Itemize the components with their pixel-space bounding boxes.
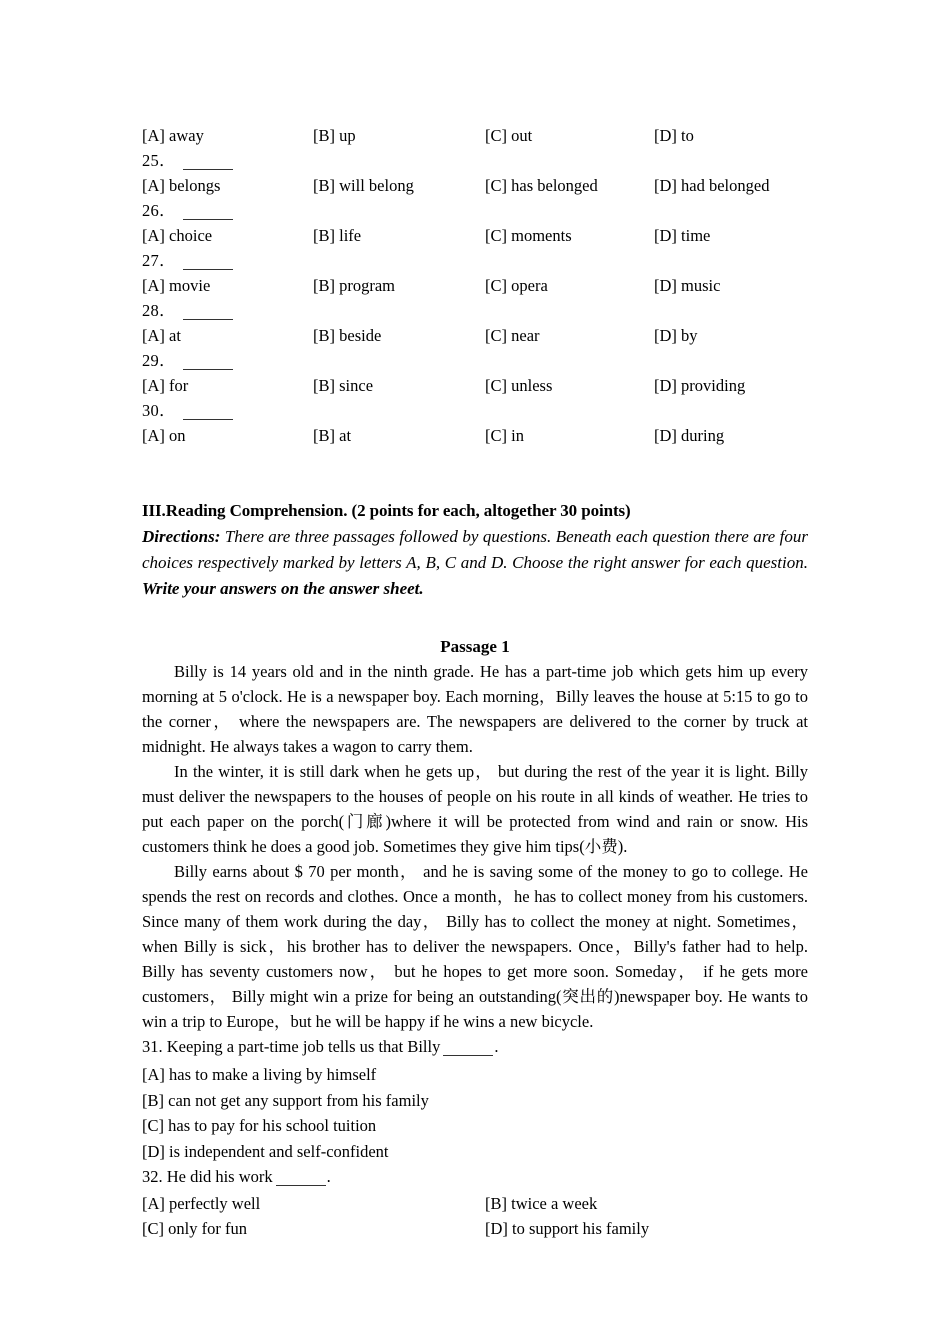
cloze-choice-c[interactable]: [C] opera xyxy=(485,276,548,295)
cloze-choice-d[interactable]: [D] by xyxy=(654,326,698,345)
cloze-options-grid xyxy=(142,0,808,448)
cloze-choice-b[interactable]: [B] at xyxy=(313,426,352,445)
cloze-choice-b[interactable]: [B] life xyxy=(313,226,362,245)
cloze-choice-b[interactable]: [B] up xyxy=(313,126,356,145)
choice-option[interactable]: [A] has to make a living by himself xyxy=(142,1065,377,1084)
cloze-choice-a[interactable]: [A] for xyxy=(142,376,189,395)
answer-blank[interactable] xyxy=(183,255,233,270)
cloze-choice-a[interactable]: [A] movie xyxy=(142,276,211,295)
cloze-question-number: 28． xyxy=(142,301,176,320)
cloze-option-row xyxy=(142,223,808,248)
answer-blank[interactable] xyxy=(443,1041,493,1056)
cloze-choice-c[interactable]: [C] has belonged xyxy=(485,176,598,195)
passage-paragraph: Billy is 14 years old and in the ninth grade. He has a part-time job which gets him up every morning at 5 o'clock. He is a newspaper boy. Each morning，Billy leaves the house at 5:15 to go to the corner， where the newspapers are. The newspapers are delivered to the corner by truck at midnight. He always takes a wagon to carry them. xyxy=(142,662,808,756)
cloze-choice-d[interactable]: [D] music xyxy=(654,276,721,295)
cloze-question-number-row xyxy=(142,348,808,373)
cloze-choice-a[interactable]: [A] belongs xyxy=(142,176,221,195)
cloze-question-number-row xyxy=(142,148,808,173)
cloze-question-number: 26． xyxy=(142,201,176,220)
question-period: . xyxy=(326,1167,331,1186)
answer-blank[interactable] xyxy=(183,155,233,170)
question-period: . xyxy=(494,1037,499,1056)
cloze-question-number: 27． xyxy=(142,251,176,270)
cloze-choice-c[interactable]: [C] out xyxy=(485,126,533,145)
question-text: Keeping a part-time job tells us that Billy xyxy=(166,1037,441,1056)
section-heading: III.Reading Comprehension. (2 points for each, altogether 30 points) xyxy=(142,501,631,520)
directions-label: Directions: xyxy=(142,527,221,546)
cloze-option-row xyxy=(142,123,808,148)
cloze-choice-c[interactable]: [C] unless xyxy=(485,376,553,395)
answer-blank[interactable] xyxy=(183,405,233,420)
choice-row xyxy=(142,1191,808,1216)
cloze-option-row xyxy=(142,373,808,398)
cloze-choice-d[interactable]: [D] had belonged xyxy=(654,176,770,195)
choice-row xyxy=(142,1216,808,1241)
choice-option[interactable]: [A] perfectly well xyxy=(142,1194,261,1213)
answer-blank[interactable] xyxy=(183,205,233,220)
directions-emphasis: Write your answers on the answer sheet. xyxy=(142,579,424,598)
question-number: 31. xyxy=(142,1037,163,1056)
cloze-option-row xyxy=(142,323,808,348)
cloze-choice-b[interactable]: [B] since xyxy=(313,376,374,395)
cloze-question-number-row xyxy=(142,398,808,423)
cloze-choice-b[interactable]: [B] will belong xyxy=(313,176,414,195)
cloze-choice-b[interactable]: [B] beside xyxy=(313,326,382,345)
cloze-choice-a[interactable]: [A] choice xyxy=(142,226,213,245)
cloze-option-row xyxy=(142,173,808,198)
answer-blank[interactable] xyxy=(183,355,233,370)
cloze-question-number-row xyxy=(142,298,808,323)
directions-body: There are three passages followed by questions. Beneath each question there are four choices respectively marked by letters A, B, C and D. Choose the right answer for each question. xyxy=(142,527,808,572)
cloze-choice-d[interactable]: [D] providing xyxy=(654,376,746,395)
cloze-choice-c[interactable]: [C] moments xyxy=(485,226,572,245)
question-number: 32. xyxy=(142,1167,163,1186)
cloze-question-number-row xyxy=(142,248,808,273)
cloze-choice-b[interactable]: [B] program xyxy=(313,276,396,295)
question-choices xyxy=(142,1191,808,1241)
cloze-choice-a[interactable]: [A] away xyxy=(142,126,204,145)
question-stem xyxy=(142,1164,808,1189)
cloze-choice-a[interactable]: [A] at xyxy=(142,326,181,345)
answer-blank[interactable] xyxy=(276,1171,326,1186)
section-directions xyxy=(142,524,808,602)
question-choices xyxy=(142,1062,808,1164)
cloze-choice-a[interactable]: [A] on xyxy=(142,426,186,445)
cloze-choice-d[interactable]: [D] time xyxy=(654,226,711,245)
cloze-option-row xyxy=(142,273,808,298)
answer-blank[interactable] xyxy=(183,305,233,320)
cloze-question-number: 29． xyxy=(142,351,176,370)
cloze-option-row xyxy=(142,423,808,448)
choice-option[interactable]: [C] has to pay for his school tuition xyxy=(142,1116,377,1135)
cloze-question-number: 25． xyxy=(142,151,176,170)
cloze-question-number: 30． xyxy=(142,401,176,420)
choice-option[interactable]: [D] is independent and self-confident xyxy=(142,1141,389,1161)
question-text: He did his work xyxy=(166,1167,273,1186)
exam-page xyxy=(142,0,808,1241)
cloze-choice-d[interactable]: [D] during xyxy=(654,426,725,445)
passage-paragraph: In the winter, it is still dark when he gets up， but during the rest of the year it is light. Billy must deliver the newspapers to the houses of people on his route in all kinds of weather. He tries to put each paper on the porch(门廊)where it will be protected from wind and rain or snow. His customers think he does a good job. Sometimes they give him tips(小费). xyxy=(142,762,808,856)
choice-option[interactable]: [D] to support his family xyxy=(485,1219,650,1238)
choice-option[interactable]: [C] only for fun xyxy=(142,1219,247,1238)
passage-paragraph: Billy earns about $ 70 per month， and he is saving some of the money to go to college. He spends the rest on records and clothes. Once a month，he has to collect money from his customers. Since many of them work during the day， Billy has to collect the money at night. Sometimes，when Billy is sick，his brother has to deliver the newspapers. Once，Billy's father had to help. Billy has seventy customers now， but he hopes to get more soon. Someday， if he gets more customers， Billy might win a prize for being an outstanding(突出的)newspaper boy. He wants to win a trip to Europe，but he will be happy if he wins a new bicycle. xyxy=(142,862,808,1031)
question-stem xyxy=(142,1034,808,1059)
choice-option[interactable]: [B] twice a week xyxy=(485,1194,598,1213)
cloze-question-number-row xyxy=(142,198,808,223)
cloze-choice-c[interactable]: [C] in xyxy=(485,426,524,445)
cloze-choice-c[interactable]: [C] near xyxy=(485,326,540,345)
cloze-choice-d[interactable]: [D] to xyxy=(654,126,694,145)
choice-option[interactable]: [B] can not get any support from his family xyxy=(142,1090,429,1110)
passage-title: Passage 1 xyxy=(440,637,510,656)
